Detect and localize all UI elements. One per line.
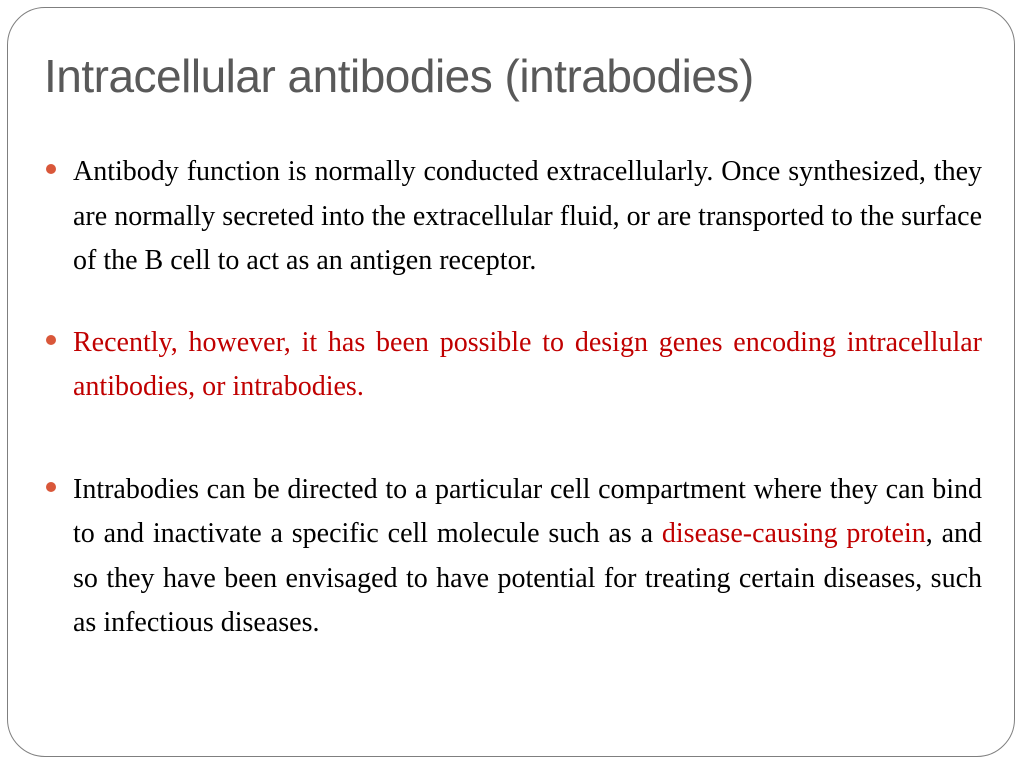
bullet-text-highlighted: Recently, however, it has been possible to design genes encoding intracellular antibodies, or intrabodies. [73, 326, 982, 402]
bullet-item-3 [44, 468, 982, 646]
bullet-text: Intrabodies can be directed to a particular cell compartment where they can bind to and inactivate a specific cell molecule such as a [73, 473, 982, 549]
bullet-dot-icon [46, 164, 56, 174]
bullet-text: Antibody function is normally conducted extracellularly. Once synthesized, they are normally secreted into the extracellular fluid, or are transported to the surface of the B cell to act as an antigen receptor. [73, 156, 982, 276]
bullet-item-2 [44, 321, 982, 410]
bullet-item-1 [44, 150, 982, 284]
bullet-dot-icon [46, 335, 56, 345]
bullet-text: , and so they have been envisaged to have potential for treating certain diseases, such as infectious diseases. [73, 518, 983, 638]
slide-title: Intracellular antibodies (intrabodies) [44, 50, 754, 102]
bullet-list [44, 150, 982, 646]
bullet-dot-icon [46, 482, 56, 492]
highlighted-term: disease-causing protein [661, 518, 926, 549]
